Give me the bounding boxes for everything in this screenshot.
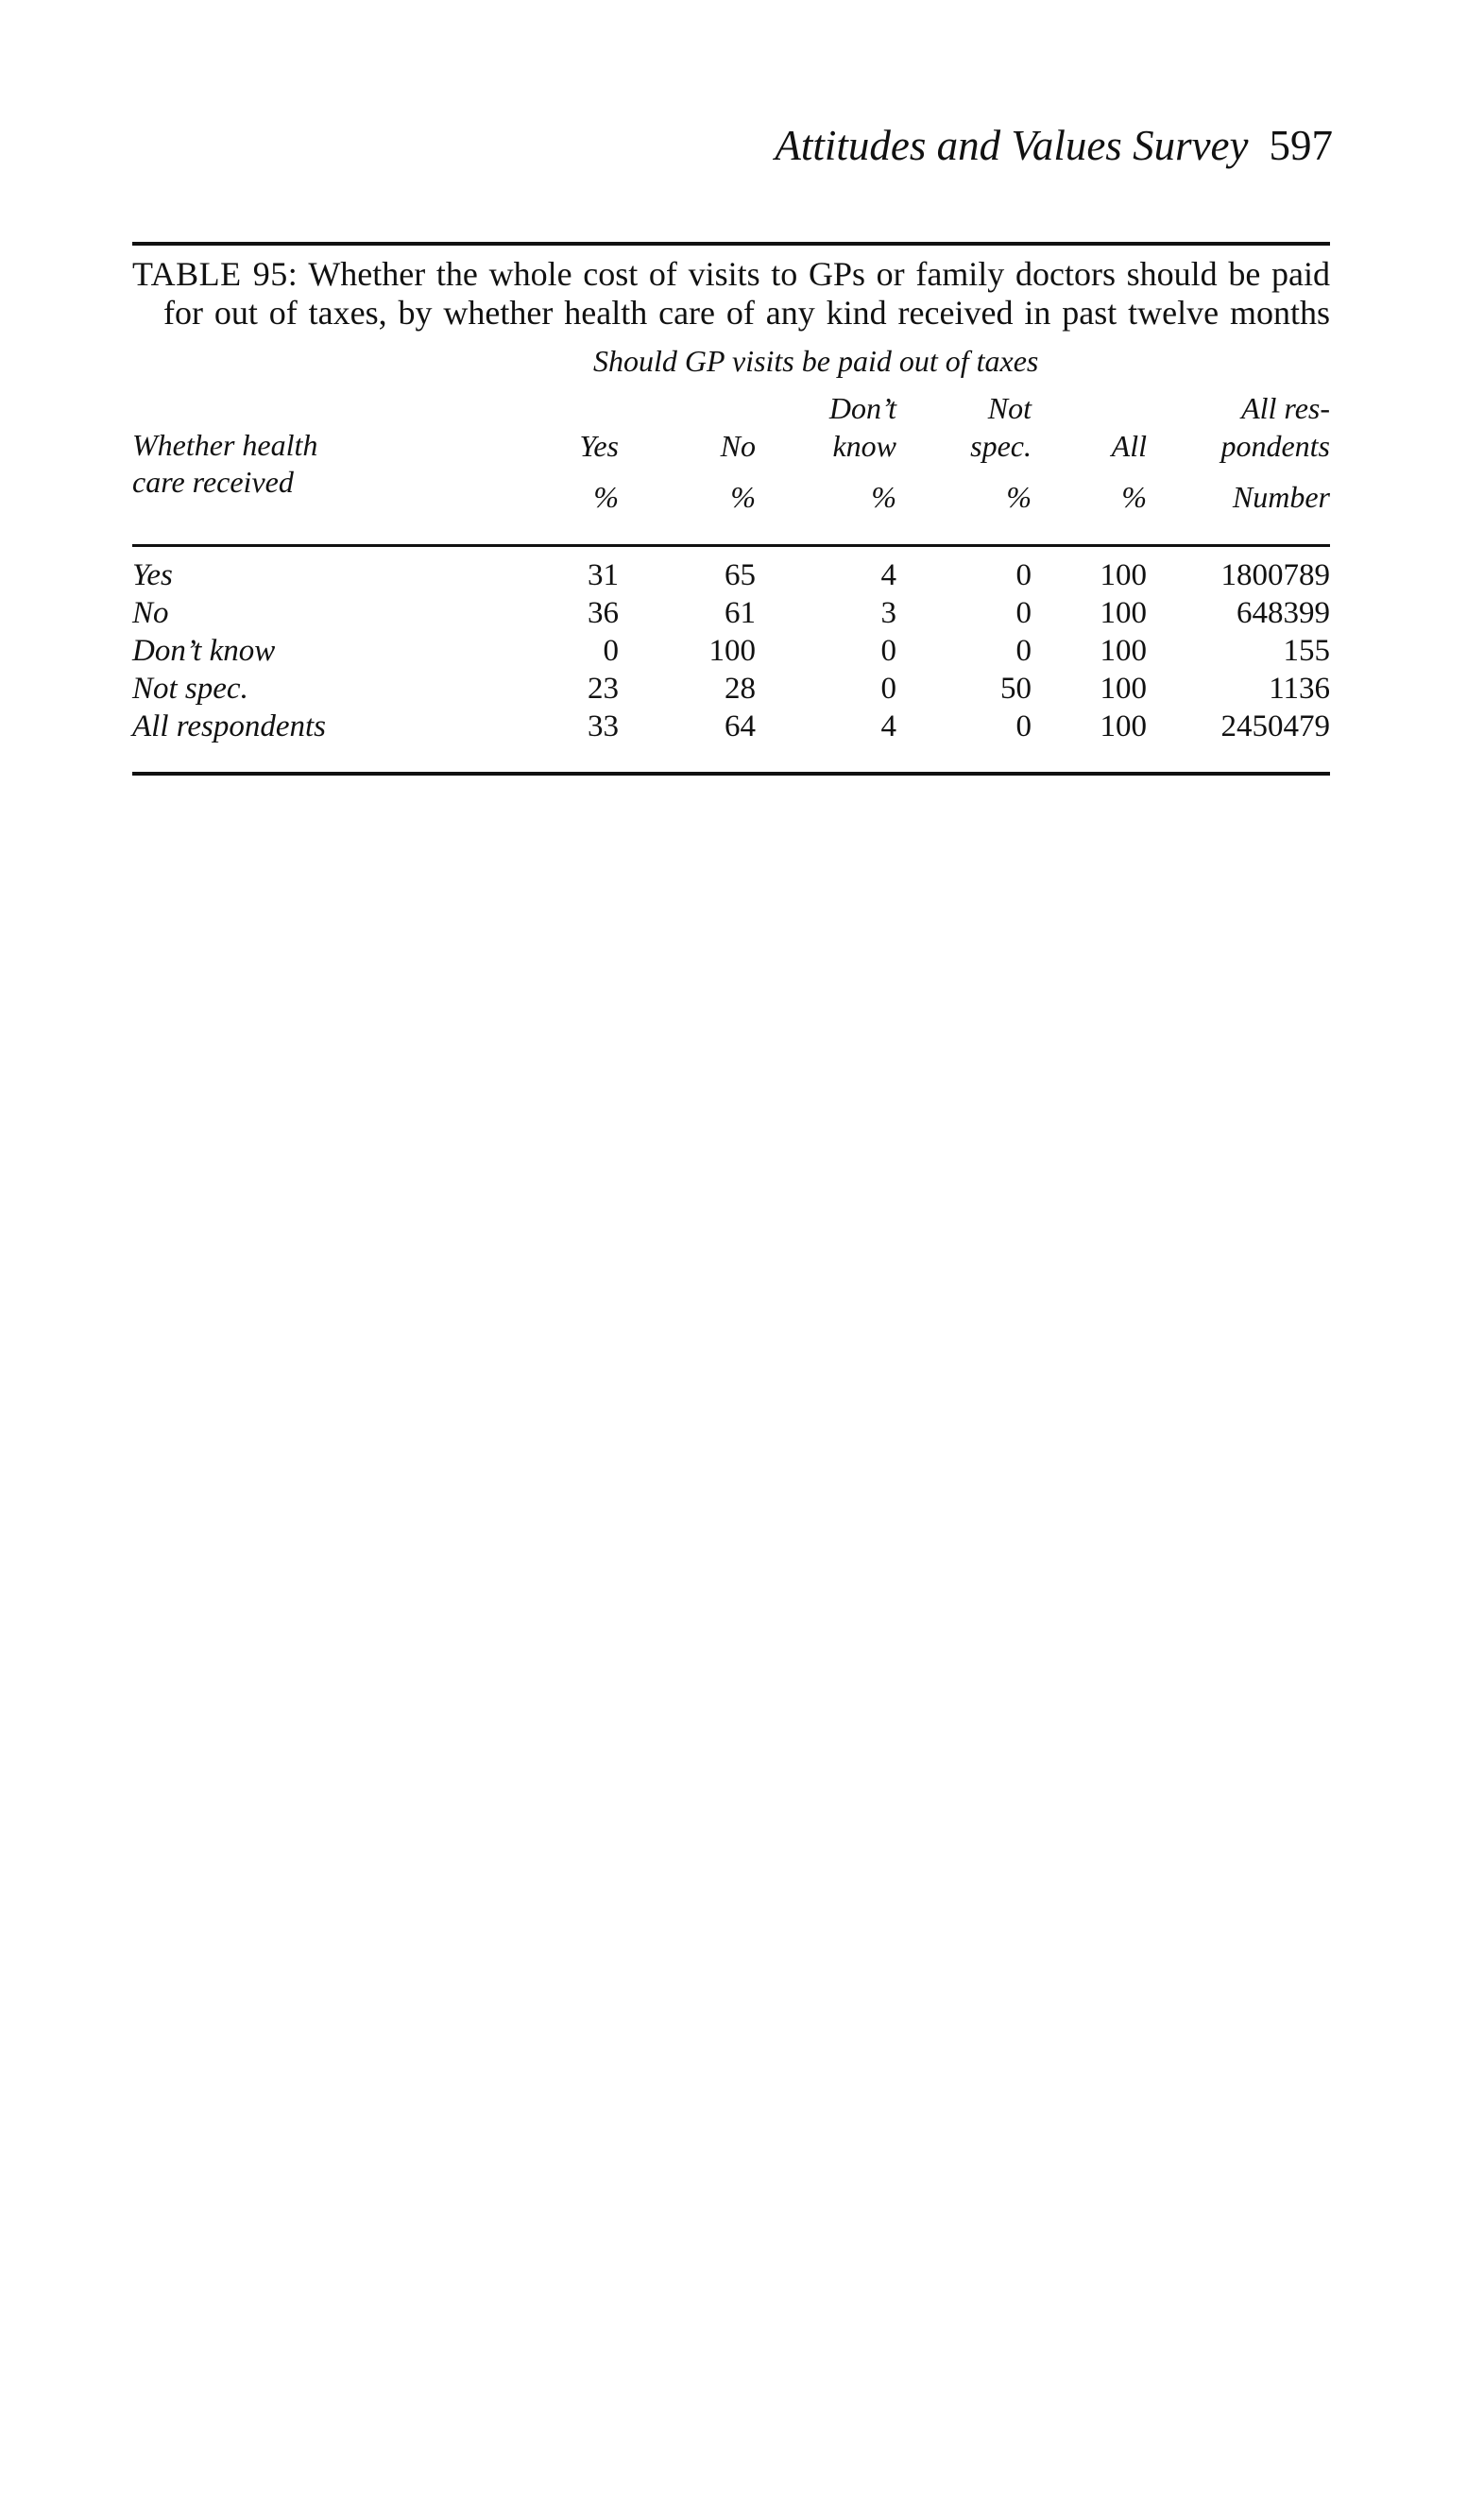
unit-all: % [1121, 480, 1147, 514]
unit-number: Number [1232, 480, 1330, 514]
unit-yes: % [593, 480, 619, 514]
row-label: Don’t know [132, 634, 276, 668]
table-cell: 100 [1100, 709, 1147, 743]
table-top-rule [132, 242, 1330, 246]
table-cell: 100 [1100, 634, 1147, 668]
table-cell: 0 [1015, 634, 1032, 668]
table-cell: 100 [1100, 558, 1147, 592]
col-header-number-line2: pondents [1220, 429, 1330, 463]
table-cell: 33 [588, 709, 619, 743]
table-cell: 65 [725, 558, 756, 592]
col-header-no: No [720, 429, 756, 463]
row-label: Yes [132, 558, 173, 592]
col-header-notspec-line1: Not [987, 391, 1032, 425]
table-cell: 4 [880, 558, 896, 592]
table-cell: 155 [1283, 634, 1330, 668]
table-cell: 31 [588, 558, 619, 592]
table-cell: 100 [1100, 596, 1147, 630]
unit-dontknow: % [871, 480, 896, 514]
stub-header-line2: care received [132, 465, 294, 499]
table-cell: 28 [725, 672, 756, 706]
table-cell: 61 [725, 596, 756, 630]
table-cell: 3 [880, 596, 896, 630]
table-cell: 0 [880, 672, 896, 706]
table-bottom-rule [132, 772, 1330, 776]
table-cell: 1136 [1269, 672, 1330, 706]
page-number: 597 [1269, 122, 1333, 169]
table-cell: 64 [725, 709, 756, 743]
table-cell: 648399 [1237, 596, 1330, 630]
table-cell: 100 [708, 634, 756, 668]
col-header-notspec-line2: spec. [970, 429, 1032, 463]
unit-notspec: % [1006, 480, 1032, 514]
stub-header-line1: Whether health [132, 428, 318, 462]
row-label: Not spec. [132, 672, 248, 706]
row-label: No [132, 596, 169, 630]
col-header-dontknow-line1: Don’t [828, 391, 896, 425]
table-cell: 0 [1015, 709, 1032, 743]
running-head-title: Attitudes and Values Survey [775, 122, 1249, 169]
table-cell: 0 [1015, 596, 1032, 630]
row-label: All respondents [132, 709, 327, 743]
unit-no: % [730, 480, 756, 514]
table-label: TABLE 95: [132, 255, 299, 293]
table-cell: 36 [588, 596, 619, 630]
col-header-dontknow-line2: know [832, 429, 896, 463]
table-cell: 0 [603, 634, 619, 668]
table-cell: 1800789 [1220, 558, 1330, 592]
column-spanner: Should GP visits be paid out of taxes [593, 344, 1039, 378]
col-header-number-line1: All res- [1241, 391, 1330, 425]
col-header-all: All [1111, 429, 1147, 463]
running-head [775, 122, 1333, 169]
table-cell: 100 [1100, 672, 1147, 706]
table-cell: 0 [1015, 558, 1032, 592]
table-cell: 4 [880, 709, 896, 743]
col-header-yes: Yes [579, 429, 619, 463]
table-caption-text: Whether the whole cost of visits to GPs or family doctors should be paid for out of taxes, by whether health care of any kind received in past twelve months [163, 255, 1330, 332]
table-cell: 23 [588, 672, 619, 706]
table-cell: 2450479 [1220, 709, 1330, 743]
table-cell: 0 [880, 634, 896, 668]
table-caption [132, 255, 1330, 333]
header-rule [132, 544, 1330, 547]
table-cell: 50 [1000, 672, 1032, 706]
